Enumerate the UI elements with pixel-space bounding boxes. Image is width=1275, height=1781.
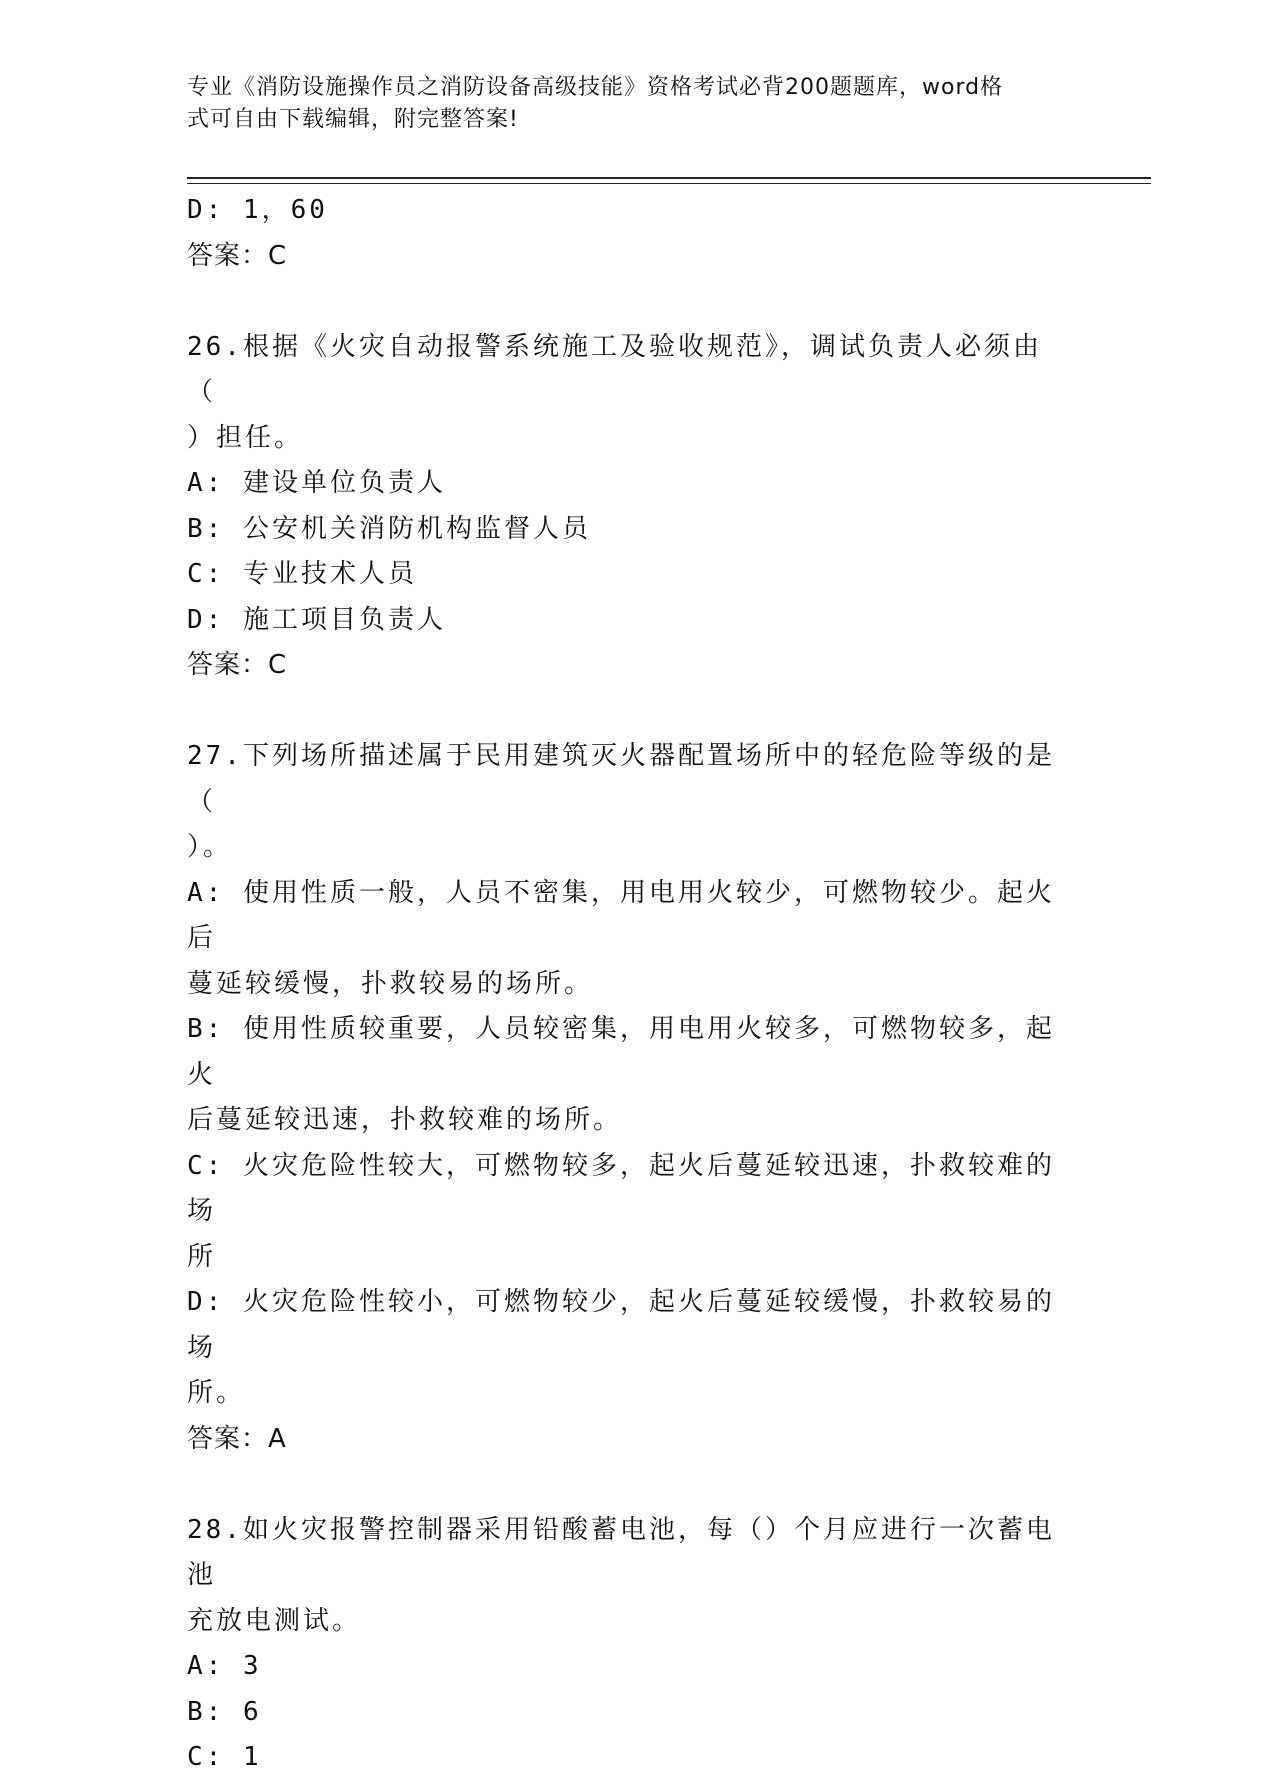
option-c-cont: 所 [187,1241,217,1272]
option-c: C: 火灾危险性较大，可燃物较多，起火后蔓延较迅速，扑救较难的场 [187,1150,1055,1226]
question-content [187,188,1067,1781]
option-b: B: 公安机关消防机构监督人员 [187,513,591,544]
option-d-cont: 所。 [187,1378,246,1408]
option-c: C: 1 [187,1742,262,1772]
question-stem: 26.根据《火灾自动报警系统施工及验收规范》，调试负责人必须由（ [187,331,1042,407]
option-b: B: 6 [187,1696,262,1727]
option-c: C: 专业技术人员 [187,559,417,589]
prev-option-d: D: 1，60 [187,195,328,225]
header-divider-thick [187,177,1151,179]
option-a: A: 建设单位负责人 [187,468,446,498]
question-28 [187,1508,1067,1781]
question-26 [187,325,1067,689]
question-stem-cont: ）担任。 [187,422,304,453]
option-a: A: 使用性质一般，人员不密集，用电用火较少，可燃物较少。起火后 [187,877,1055,953]
question-stem: 28.如火灾报警控制器采用铅酸蓄电池，每（）个月应进行一次蓄电池 [187,1514,1055,1590]
option-d: D: 火灾危险性较小，可燃物较少，起火后蔓延较缓慢，扑救较易的场 [187,1287,1055,1363]
option-a-cont: 蔓延较缓慢，扑救较易的场所。 [187,968,594,999]
prev-answer: 答案：C [187,240,288,271]
option-d: D: 施工项目负责人 [187,604,446,635]
header-line-2: 式可自由下载编辑，附完整答案! [187,107,519,132]
question-stem-cont: 充放电测试。 [187,1605,362,1636]
question-stem: 27.下列场所描述属于民用建筑灭火器配置场所中的轻危险等级的是（ [187,741,1055,817]
option-a: A: 3 [187,1651,262,1681]
answer: 答案：A [187,1423,287,1454]
question-stem-cont: ）。 [187,832,233,862]
answer: 答案：C [187,650,288,680]
document-header [187,72,1067,136]
option-b-cont: 后蔓延较迅速，扑救较难的场所。 [187,1105,623,1135]
header-divider-thin [187,183,1151,184]
header-line-1: 专业《消防设施操作员之消防设备高级技能》资格考试必背200题题库，word格 [187,75,1004,100]
option-b: B: 使用性质较重要，人员较密集，用电用火较多，可燃物较多，起火 [187,1014,1055,1090]
question-27 [187,734,1067,1462]
